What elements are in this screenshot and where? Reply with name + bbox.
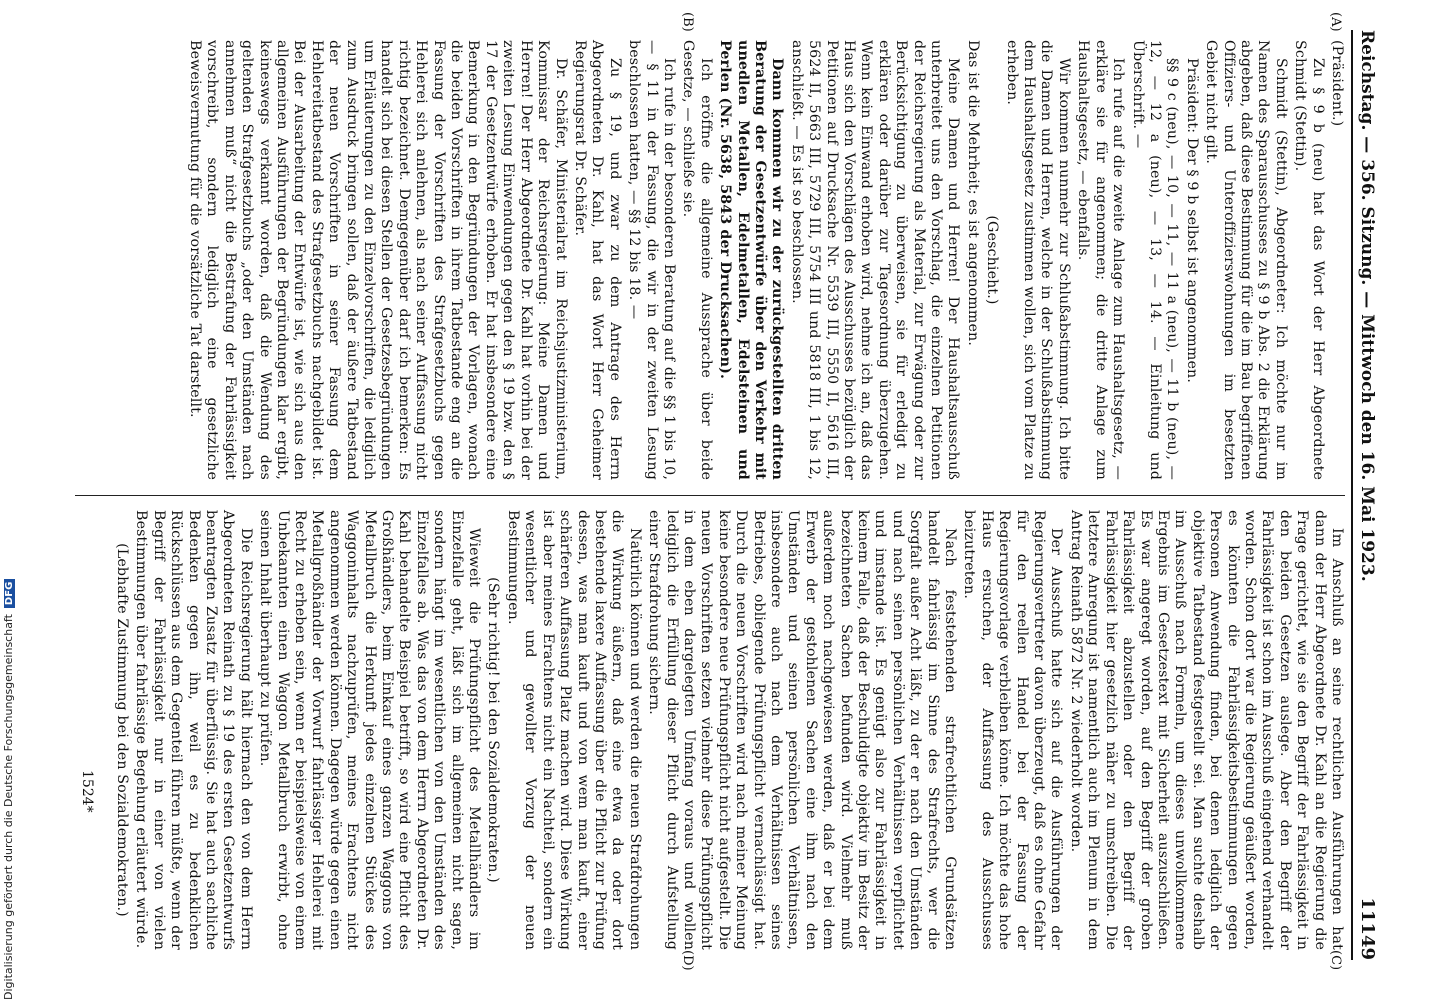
margin-mark-d: (D) xyxy=(680,950,695,971)
paragraph: Nach feststehenden strafrechtlichen Grundsätzen handelt fahrlässig im Sinne des Strafrechts, wer die Sorgfalt außer Acht läßt, zu der er nach den Umständen und nach seinen persönlichen Verhältnissen verpflichtet und imstande ist. Es genügt also zur Fahrlässigkeit in keinem Falle, daß der Beschuldigte objektiv im Besitz der bezeichneten Sachen befunden wird. Vielmehr muß außerdem noch nachgewiesen werden, daß er bei dem Erwerb der gestohlenen Sachen eine ihm nach den Umständen und seinen persönlichen Verhältnissen, insbesondere auch nach dem Verhältnissen seines Betriebes, obliegende Prüfungspflicht vernachlässigt hat. Durch die neuen Vorschriften wird nach meiner Meinung keine besondere neue Prüfungspflicht nicht aufgestellt. Die neuen Vorschriften setzen vielmehr diese Prüfungspflicht in dem eben dargelegten Umfang voraus und wollen lediglich die Erfüllung dieser Pflicht durch Aufstellung einer Strafdrohung sichern. xyxy=(646,510,959,950)
paragraph: Der Ausschuß hatte sich auf die Ausführungen der Regierungsvertreter davon überzeugt, daß es ohne Gefahr für den reellen Handel bei der Fassung der Regierungsvorlage verbleiben könne. Ich möchte das hohe Haus ersuchen, der Auffassung des Ausschusses beizutreten. xyxy=(961,510,1065,950)
paragraph: Dann kommen wir zu der zurückgestellten dritten Beratung der Gesetzentwürfe über den Verkehr mit unedlen Metallen, Edelmetallen, Edelsteinen und Perlen (Nr. 5638, 5843 der Drucksachen). xyxy=(717,40,786,480)
margin-mark-a: (A) xyxy=(1328,12,1343,32)
paragraph: (Präsident.) xyxy=(1329,40,1345,127)
left-column xyxy=(184,40,1345,480)
credit-text: Digitalisierung gefördert durch die Deutsche Forschungsgemeinschaft xyxy=(2,614,15,1000)
paragraph: Schmidt (Stettin), Abgeordneter: Ich möchte nur im Namen des Sparausschusses zu § 9 b Abs. 2 die Erklärung abgeben, daß diese Bestimmung für die im Bau begriffenen Offiziers- und Unteroffizierswohnungen im besetzten Gebiet nicht gilt. xyxy=(1203,40,1289,480)
paragraph: Meine Damen und Herren! Der Haushaltsausschuß unterbreitet uns den Vorschlag, die einzelnen Petitionen der Reichsregierung als Material, zur Erwägung oder zur Berücksichtigung zu überweisen, sie für erledigt zu erklären oder darüber zur Tagesordnung überzugehen. Wenn kein Einwand erhoben wird, nehme ich an, daß das Haus sich den Vorschlägen des Ausschusses bezüglich der Petitionen auf Drucksache Nr. 5539 III, 5550 II, 5616 III, 5624 II, 5663 III, 5729 III, 5754 III und 5818 III, 1 bis 12, anschließt. — Es ist so beschlossen. xyxy=(788,40,962,480)
paragraph: (Sehr richtig! bei den Sozialdemokraten.) xyxy=(485,577,502,883)
paragraph: §§ 9 c (neu), — 10, — 11, — 11 a (neu), — 11 b (neu), — 12, — 12 a (neu), — 13, — 14. — Einleitung und Überschrift. — xyxy=(1129,40,1181,480)
margin-mark-b: (B) xyxy=(680,12,695,32)
paragraph: Das ist die Mehrheit; es ist angenommen. xyxy=(964,40,981,347)
margin-mark-c: (C) xyxy=(1328,950,1343,971)
paragraph: Ich eröffne die allgemeine Aussprache über beide Gesetze, — schließe sie. xyxy=(680,40,714,480)
paragraph: (Geschieht.) xyxy=(984,215,1001,305)
paragraph: (Lebhafte Zustimmung bei den Sozialdemokraten.) xyxy=(113,543,130,917)
document-page xyxy=(45,10,1395,980)
footer-number: 1524* xyxy=(79,770,95,813)
right-column xyxy=(111,510,1345,950)
column-divider xyxy=(75,495,1345,496)
side-credit xyxy=(2,10,15,1000)
page-number: 11149 xyxy=(1357,897,1378,960)
dfg-logo: DFG xyxy=(4,579,15,608)
page-header xyxy=(1351,30,1391,960)
paragraph: Dr. Schäfer, Ministerialrat im Reichsjustizministerium, Kommissar der Reichsregierung: Meine Damen und Herren! Der Herr Abgeordnete Dr. Kahl hat vorhin bei der zweiten Lesung Einwendungen gegen den § 19 bzw. den § 17 der Gesetzentwürfe erhoben. Er hat insbesondere eine Bemerkung in den Begründungen der Vorlagen, wonach die beiden Vorschriften in ihrem Tatbestande eng an die Fassung der Vorschriften des Strafgesetzbuchs gegen Hehlerei sich anlehnen, als nach seiner Auffassung nicht richtig bezeichnet. Demgegenüber darf ich bemerken: Es handelt sich bei diesen Stellen der Gesetzesbegründungen um Erläuterungen zu den Einzelvorschriften, die lediglich zum Ausdruck bringen sollen, daß der äußere Tatbestand der neuen Vorschriften in seiner Fassung dem Hehlereitatbestand des Strafgesetzbuchs nachgebildet ist. Bei der Ausarbeitung der Entwürfe ist, wie sich aus den allgemeinen Ausführungen der Begründungen klar ergibt, keineswegs verkannt worden, daß die Wendung des geltenden Strafgesetzbuchs „oder den Umständen nach annehmen muß“ nicht die Bestrafung der Fahrlässigkeit vorschreibt, sondern lediglich eine gesetzliche Beweisvermutung für die vorsätzliche Tat darstellt. xyxy=(187,40,569,480)
paragraph: Wir kommen nunmehr zur Schlußabstimmung. Ich bitte die Damen und Herren, welche in der Schlußabstimmung dem Haushaltsgesetz zustimmen wollen, sich vom Platze zu erheben. xyxy=(1003,40,1072,480)
paragraph: Wieweit die Prüfungspflicht des Metallhändlers im Einzelfalle geht, läßt sich im allgemeinen nicht sagen, sondern hängt im wesentlichen von den Umständen des Einzelfalles ab. Was das von dem Herrn Abgeordneten Dr. Kahl behandelte Beispiel betrifft, so wird eine Pflicht des Großhändlers, beim Einkauf eines ganzen Waggons von Metallbruch die Herkunft jedes einzelnen Stückes des Waggoninhalts nachzuprüfen, meines Erachtens nicht angenommen werden können. Dagegen würde gegen einen Metallgroßhändler der Vorwurf fahrlässiger Hehlerei mit Recht zu erheben sein, wenn er beispielsweise von einem Unbekannten einen Waggon Metallbruch erwirbt, ohne seinen Inhalt überhaupt zu prüfen. xyxy=(257,510,483,950)
paragraph: Ich rufe auf die zweite Anlage zum Haushaltsgesetz, — erkläre sie für angenommen; die dritte Anlage zum Haushaltsgesetz, — ebenfalls. xyxy=(1075,40,1127,480)
paragraph: Präsident: Der § 9 b selbst ist angenommen. xyxy=(1183,58,1200,383)
paragraph: Ich rufe in der besonderen Beratung auf die §§ 1 bis 10, — § 11 in der Fassung, die wir in der zweiten Lesung beschlossen hatten, — §§ 12 bis 18. — xyxy=(626,40,677,480)
paragraph: Natürlich können und werden die neuen Strafdrohungen die Wirkung äußern, daß eine etwa da oder dort bestehende laxere Auffassung über die Pflicht zur Prüfung dessen, was man kauft und von wem man kauft, einer schärferen Auffassung Platz machen wird. Diese Wirkung ist aber meines Erachtens nicht ein Nachteil, sondern ein wesentlicher und gewollter Vorzug der neuen Bestimmungen. xyxy=(504,510,643,950)
paragraph: Im Anschluß an seine rechtlichen Ausführungen hat dann der Herr Abgeordnete Dr. Kahl an die Regierung die Frage gerichtet, wie sie den Begriff der Fahrlässigkeit in den beiden Gesetzen auslege. Aber den Begriff der Fahrlässigkeit ist schon im Ausschuß eingehend verhandelt worden. Schon dort war die Regierung geäußert worden, es könnten die Fahrlässigkeitsbestimmungen gegen Personen Anwendung finden, bei denen lediglich der objektive Tatbestand festgestellt sei. Man suchte deshalb im Ausschuß nach Formeln, um dieses unwollkommene Ergebnis im Gesetzestext mit Sicherheit auszuschließen. Es war angeregt worden, auf den Begriff der groben Fahrlässigkeit abzustellen oder den Begriff der Fahrlässigkeit hier gesetzlich näher zu umschreiben. Die letztere Anregung ist namentlich auch im Plenum in dem Antrag Reinath 5872 Nr. 2 wiederholt worden. xyxy=(1067,510,1345,950)
paragraph: Die Reichsregierung hält hiernach den von dem Herrn Abgeordneten Reinath zu § 19 des ersten Gesetzentwurfs beantragten Zusatz für überflüssig. Sie hat auch sachliche Bedenken gegen ihn, weil es zu bedenklichen Rückschlüssen aus dem Gegenteil führen müßte, wenn der Begriff der Fahrlässigkeit nur in einer von vielen Bestimmungen über fahrlässige Begehung erläutert würde. xyxy=(133,510,254,950)
header-title: Reichstag. — 356. Sitzung. — Mittwoch den 16. Mai 1923. xyxy=(1357,30,1377,582)
paragraph: Zu § 19, und zwar zu dem Antrage des Herrn Abgeordneten Dr. Kahl, hat das Wort Herr Geheimer Regierungsrat Dr. Schäfer. xyxy=(571,40,623,480)
paragraph: Zu § 9 b (neu) hat das Wort der Herr Abgeordnete Schmidt (Stettin). xyxy=(1292,40,1326,480)
